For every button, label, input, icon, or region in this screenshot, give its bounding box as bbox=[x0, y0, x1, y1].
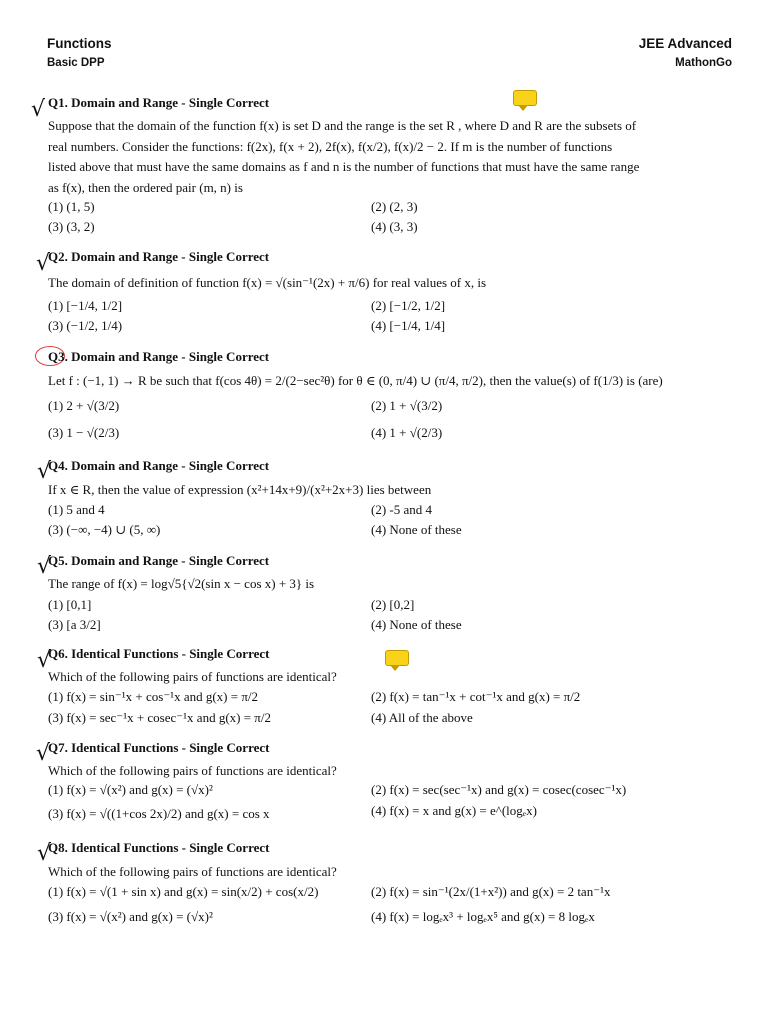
q7-stem: Which of the following pairs of functions are identical? bbox=[48, 763, 337, 778]
check-mark-q1: √ bbox=[31, 97, 46, 122]
comment-icon[interactable] bbox=[513, 90, 537, 106]
check-mark-q8: √ bbox=[37, 841, 52, 866]
q7-option-4[interactable]: (4) f(x) = x and g(x) = e^(logₑx) bbox=[371, 803, 537, 818]
q7-option-2[interactable]: (2) f(x) = sec(sec⁻¹x) and g(x) = cosec(cosec⁻¹x) bbox=[371, 782, 627, 797]
q3-option-3[interactable]: (3) 1 − √(2/3) bbox=[48, 425, 120, 440]
q4-stem: If x ∈ R, then the value of expression (x²+14x+9)/(x²+2x+3) lies between bbox=[48, 482, 432, 497]
q6-option-2[interactable]: (2) f(x) = tan⁻¹x + cot⁻¹x and g(x) = π/2 bbox=[371, 689, 581, 704]
q1-option-2[interactable]: (2) (2, 3) bbox=[371, 199, 418, 214]
q1-option-4[interactable]: (4) (3, 3) bbox=[371, 219, 418, 234]
q8-title: Q8. Identical Functions - Single Correct bbox=[48, 840, 270, 855]
q2-option-3[interactable]: (3) (−1/2, 1/4) bbox=[48, 318, 123, 333]
q8-option-3[interactable]: (3) f(x) = √(x²) and g(x) = (√x)² bbox=[48, 909, 213, 924]
q3-option-1[interactable]: (1) 2 + √(3/2) bbox=[48, 398, 120, 413]
q3-option-4[interactable]: (4) 1 + √(2/3) bbox=[371, 425, 443, 440]
q1-stem-line: real numbers. Consider the functions: f(2x), f(x + 2), 2f(x), f(x/2), f(x)/2 − 2. If m is the number of functions bbox=[48, 138, 613, 154]
exam-title: JEE Advanced bbox=[638, 36, 732, 51]
doc-title: Functions bbox=[47, 36, 112, 51]
q7-option-3[interactable]: (3) f(x) = √((1+cos 2x)/2) and g(x) = cos x bbox=[48, 806, 270, 821]
q4-option-3[interactable]: (3) (−∞, −4) ∪ (5, ∞) bbox=[48, 522, 161, 537]
comment-icon[interactable] bbox=[385, 650, 409, 666]
check-mark-q4: √ bbox=[37, 459, 52, 484]
q1-option-3[interactable]: (3) (3, 2) bbox=[48, 219, 95, 234]
check-mark-q7: √ bbox=[36, 741, 51, 766]
q7-option-1[interactable]: (1) f(x) = √(x²) and g(x) = (√x)² bbox=[48, 782, 213, 797]
q1-option-1[interactable]: (1) (1, 5) bbox=[48, 199, 95, 214]
publisher-name: MathonGo bbox=[675, 57, 732, 69]
q3-option-2[interactable]: (2) 1 + √(3/2) bbox=[371, 398, 443, 413]
q7-title: Q7. Identical Functions - Single Correct bbox=[48, 740, 270, 755]
doc-subtitle: Basic DPP bbox=[47, 57, 105, 69]
q8-option-1[interactable]: (1) f(x) = √(1 + sin x) and g(x) = sin(x/2) + cos(x/2) bbox=[48, 884, 319, 899]
q8-option-2[interactable]: (2) f(x) = sin⁻¹(2x/(1+x²)) and g(x) = 2 tan⁻¹x bbox=[371, 884, 611, 899]
q2-option-1[interactable]: (1) [−1/4, 1/2] bbox=[48, 298, 123, 313]
q6-option-1[interactable]: (1) f(x) = sin⁻¹x + cos⁻¹x and g(x) = π/2 bbox=[48, 689, 259, 704]
q3-title: Q3. Domain and Range - Single Correct bbox=[48, 349, 270, 364]
q6-option-3[interactable]: (3) f(x) = sec⁻¹x + cosec⁻¹x and g(x) = π/2 bbox=[48, 710, 271, 725]
q5-title: Q5. Domain and Range - Single Correct bbox=[48, 553, 270, 568]
q4-option-1[interactable]: (1) 5 and 4 bbox=[48, 502, 105, 517]
q8-stem: Which of the following pairs of functions are identical? bbox=[48, 864, 337, 879]
q5-option-2[interactable]: (2) [0,2] bbox=[371, 597, 415, 612]
q1-stem-line: as f(x), then the ordered pair (m, n) is bbox=[48, 179, 243, 195]
q6-stem: Which of the following pairs of functions are identical? bbox=[48, 669, 337, 684]
q1-stem-line: listed above that must have the same domains as f and n is the number of functions that must have the same range bbox=[48, 159, 640, 174]
check-mark-q5: √ bbox=[37, 554, 52, 579]
q1-title: Q1. Domain and Range - Single Correct bbox=[48, 95, 270, 110]
q5-option-3[interactable]: (3) [a 3/2] bbox=[48, 617, 101, 632]
q4-title: Q4. Domain and Range - Single Correct bbox=[48, 458, 270, 473]
check-mark-q6: √ bbox=[37, 648, 52, 673]
q6-option-4[interactable]: (4) All of the above bbox=[371, 710, 473, 725]
q2-title: Q2. Domain and Range - Single Correct bbox=[48, 249, 270, 264]
q8-option-4[interactable]: (4) f(x) = logₑx³ + logₑx⁵ and g(x) = 8 logₑx bbox=[371, 909, 595, 924]
q5-option-1[interactable]: (1) [0,1] bbox=[48, 597, 92, 612]
q4-option-4[interactable]: (4) None of these bbox=[371, 522, 462, 537]
q3-stem: Let f : (−1, 1) → R be such that f(cos 4θ) = 2/(2−sec²θ) for θ ∈ (0, π/4) ∪ (π/4, π/2), then the value(s) of f(1/3) is (are) bbox=[48, 373, 663, 388]
q5-option-4[interactable]: (4) None of these bbox=[371, 617, 462, 632]
q1-stem-line: Suppose that the domain of the function f(x) is set D and the range is the set R , where D and R are the subsets of bbox=[48, 118, 637, 133]
q1-stem bbox=[48, 116, 716, 198]
q2-stem: The domain of definition of function f(x) = √(sin⁻¹(2x) + π/6) for real values of x, is bbox=[48, 275, 487, 290]
q6-title: Q6. Identical Functions - Single Correct bbox=[48, 646, 270, 661]
q4-option-2[interactable]: (2) -5 and 4 bbox=[371, 502, 433, 517]
check-mark-q2: √ bbox=[36, 251, 51, 276]
q5-stem: The range of f(x) = log√5{√2(sin x − cos x) + 3} is bbox=[48, 576, 315, 591]
q2-option-4[interactable]: (4) [−1/4, 1/4] bbox=[371, 318, 446, 333]
q2-option-2[interactable]: (2) [−1/2, 1/2] bbox=[371, 298, 446, 313]
